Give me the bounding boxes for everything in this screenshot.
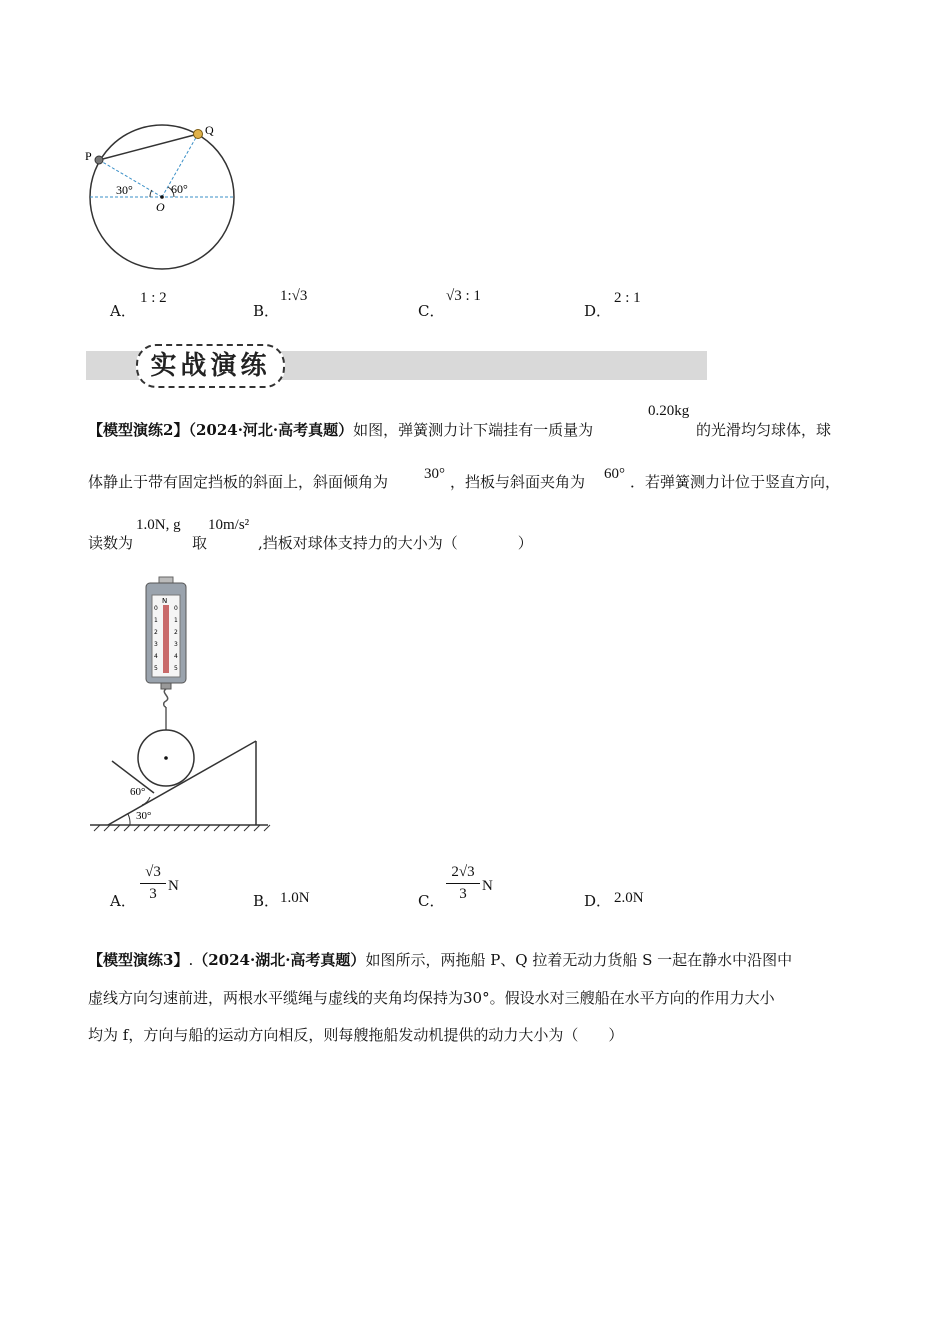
q2-angle-board: 60° (604, 466, 625, 482)
q2-line3-start: 读数为 (88, 534, 134, 552)
q2-option-c-letter[interactable]: C． (418, 892, 445, 910)
q2-option-a-letter[interactable]: A． (110, 892, 136, 910)
scale-tick-5r: 5 (174, 665, 178, 672)
label-angle-60: 60° (171, 182, 188, 196)
q2-option-b-value[interactable]: 1.0N (280, 890, 310, 906)
q2-option-a-den: 3 (149, 886, 157, 902)
q2-line3-tail: ,挡板对球体支持力的大小为（ ） (258, 534, 533, 552)
scale-tick-3r: 3 (174, 641, 178, 648)
label-angle-30: 30° (116, 183, 133, 197)
scale-tick-5: 5 (154, 665, 158, 672)
scale-tick-2: 2 (154, 629, 158, 636)
q2-option-d-letter[interactable]: D． (584, 892, 612, 910)
scale-tick-4: 4 (154, 653, 158, 660)
q2-line1-tail: 的光滑均匀球体，球 (696, 421, 832, 439)
label-o: O (156, 200, 165, 214)
scale-tick-4r: 4 (174, 653, 178, 660)
q2-angle-incline: 30° (424, 466, 445, 482)
q2-figure (88, 575, 278, 835)
q2-tag: 【模型演练2】 (88, 421, 189, 439)
q2-source: （2024·河北·高考真题） (188, 421, 354, 439)
q2-line1-text: 如图，弹簧测力计下端挂有一质量为 (353, 421, 594, 439)
scale-tick-1: 1 (154, 617, 158, 624)
q3-line3: 均为 f，方向与船的运动方向相反，则每艘拖船发动机提供的动力大小为（ ） (88, 1026, 624, 1044)
q2-option-a-unit: N (168, 878, 179, 894)
scale-unit: N (162, 597, 168, 605)
q2-option-c-num: 2√3 (451, 864, 475, 880)
q1-option-d-value[interactable]: 2 : 1 (614, 290, 641, 306)
scale-tick-2r: 2 (174, 629, 178, 636)
q2-line1 (88, 420, 593, 440)
circle-figure (80, 115, 250, 280)
q2-line2-mid: ，挡板与斜面夹角为 (450, 473, 586, 491)
q1-option-a-value[interactable]: 1 : 2 (140, 290, 167, 306)
q2-gravity: 10m/s² (208, 517, 250, 533)
q2-option-a-fraction[interactable] (140, 864, 166, 903)
q3-dot: . (188, 951, 194, 969)
fig-angle-30: 30° (136, 810, 152, 822)
q2-line3-mid: 取 (192, 534, 208, 552)
q2-line2-text: 体静止于带有固定挡板的斜面上，斜面倾角为 (88, 473, 389, 491)
scale-tick-0: 0 (154, 605, 158, 612)
q1-option-b-value[interactable]: 1:√3 (280, 288, 308, 304)
q2-option-c-fraction[interactable] (446, 864, 480, 903)
q2-mass: 0.20kg (648, 403, 690, 419)
q2-option-d-value[interactable]: 2.0N (614, 890, 644, 906)
q2-option-c-unit: N (482, 878, 493, 894)
q2-reading: 1.0N, g (136, 517, 181, 533)
q1-option-c-letter[interactable]: C． (418, 302, 445, 320)
q1-option-c-value[interactable]: √3 : 1 (446, 288, 481, 304)
label-p: P (85, 149, 92, 163)
scale-tick-1r: 1 (174, 617, 178, 624)
scale-tick-3: 3 (154, 641, 158, 648)
q3-line1 (88, 950, 792, 970)
fig-angle-60: 60° (130, 786, 146, 798)
label-q: Q (205, 123, 214, 137)
q2-line2-tail: ．若弹簧测力计位于竖直方向， (630, 473, 841, 491)
q3-source: （2024·湖北·高考真题） (193, 951, 366, 969)
q3-line1-text: 如图所示，两拖船 P、Q 拉着无动力货船 S 一起在静水中沿图中 (365, 951, 793, 969)
q2-line2 (88, 472, 388, 492)
q2-option-b-letter[interactable]: B． (253, 892, 280, 910)
q3-line2: 虚线方向匀速前进，两根水平缆绳与虚线的夹角均保持为30°。假设水对三艘船在水平方向的作用力大小 (88, 989, 775, 1007)
section-title: 实战演练 (136, 344, 285, 388)
scale-tick-0r: 0 (174, 605, 178, 612)
q1-option-a-letter[interactable]: A． (110, 302, 136, 320)
q1-option-b-letter[interactable]: B． (253, 302, 280, 320)
q2-option-a-num: √3 (145, 864, 161, 880)
q2-option-c-den: 3 (459, 886, 467, 902)
q3-tag: 【模型演练3】 (88, 951, 189, 969)
q1-option-d-letter[interactable]: D． (584, 302, 612, 320)
